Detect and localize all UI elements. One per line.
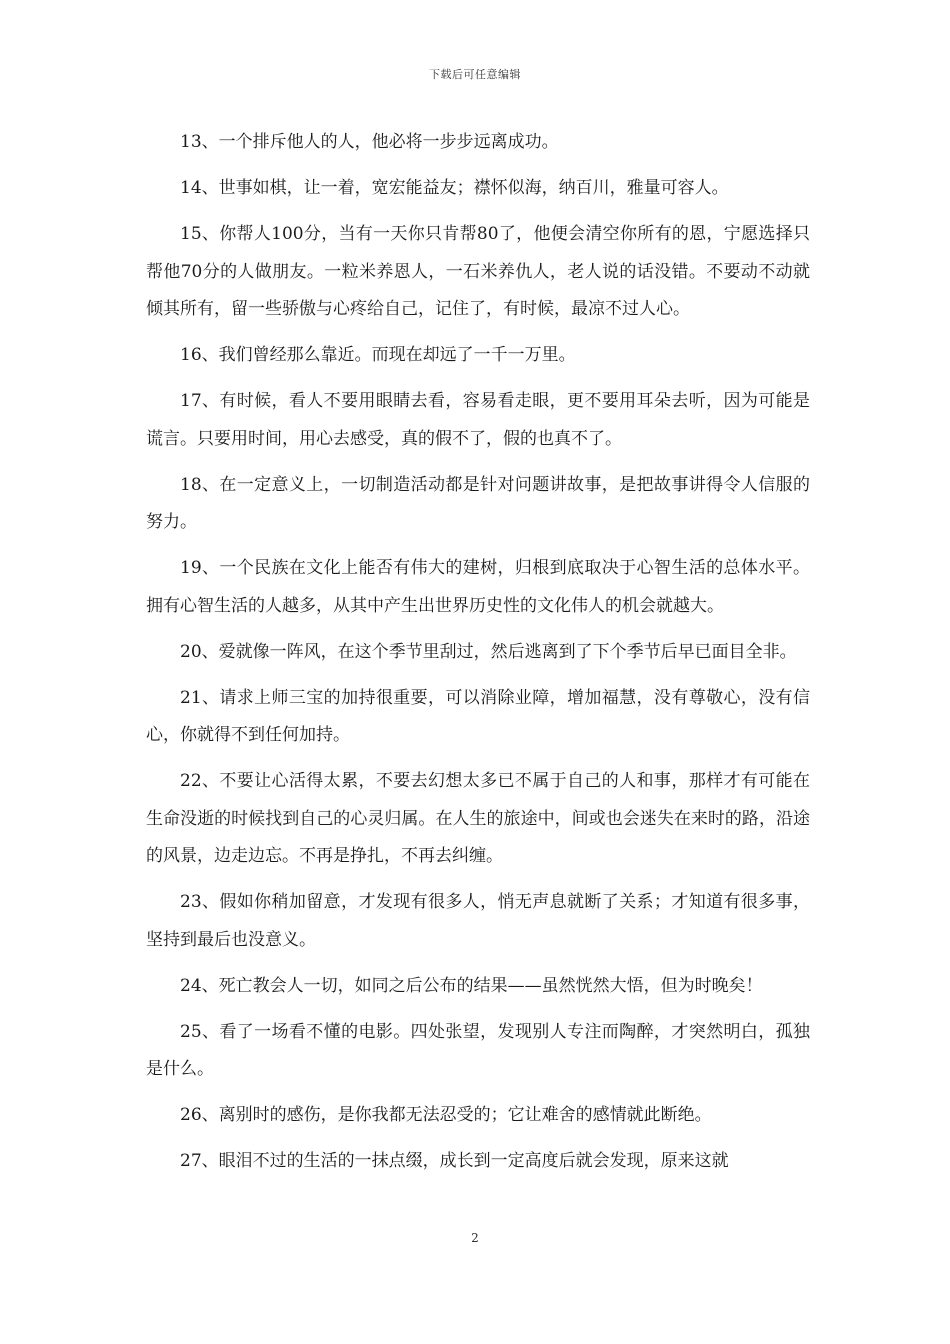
paragraph-22: 22、不要让心活得太累，不要去幻想太多已不属于自己的人和事，那样才有可能在生命没逝的时候找到自己的心灵归属。在人生的旅途中，间或也会迷失在来时的路，沿途的风景，边走边忘。不再是挣扎，不再去纠缠。 [146,771,810,866]
paragraph-23: 23、假如你稍加留意，才发现有很多人，悄无声息就断了关系；才知道有很多事，坚持到最后也没意义。 [146,892,810,950]
paragraph-24: 24、死亡教会人一切，如同之后公布的结果——虽然恍然大悟，但为时晚矣！ [180,975,763,996]
paragraph-25: 25、看了一场看不懂的电影。四处张望，发现别人专注而陶醉，才突然明白，孤独是什么。 [146,1021,810,1079]
paragraph-18: 18、在一定意义上，一切制造活动都是针对问题讲故事，是把故事讲得令人信服的努力。 [146,474,810,532]
page-header: 下载后可任意编辑 [429,68,521,81]
paragraph-26: 26、离别时的感伤，是你我都无法忍受的；它让难舍的感情就此断绝。 [180,1105,712,1125]
paragraph-17: 17、有时候，看人不要用眼睛去看，容易看走眼，更不要用耳朵去听，因为可能是谎言。只要用时间，用心去感受，真的假不了，假的也真不了。 [146,391,810,449]
paragraph-16: 16、我们曾经那么靠近。而现在却远了一千一万里。 [180,345,576,365]
paragraph-15: 15、你帮人100分，当有一天你只肯帮80了，他便会清空你所有的恩，宁愿选择只帮他70分的人做朋友。一粒米养恩人，一石米养仇人，老人说的话没错。不要动不动就倾其所有，留一些骄傲与心疼给自己，记住了，有时候，最凉不过人心。 [146,224,810,319]
paragraph-13: 13、一个排斥他人的人，他必将一步步远离成功。 [180,132,559,152]
paragraph-19: 19、一个民族在文化上能否有伟大的建树，归根到底取决于心智生活的总体水平。拥有心智生活的人越多，从其中产生出世界历史性的文化伟人的机会就越大。 [146,558,810,616]
paragraph-20: 20、爱就像一阵风，在这个季节里刮过，然后逃离到了下个季节后早已面目全非。 [180,641,797,662]
document-body [146,124,810,1189]
paragraph-21: 21、请求上师三宝的加持很重要，可以消除业障，增加福慧，没有尊敬心，没有信心，你就得不到任何加持。 [146,687,810,745]
paragraph-14: 14、世事如棋，让一着，宽宏能益友；襟怀似海，纳百川，雅量可容人。 [180,178,729,198]
page-number: 2 [471,1231,479,1245]
paragraph-27: 27、眼泪不过的生活的一抹点缀，成长到一定高度后就会发现，原来这就 [180,1151,729,1171]
